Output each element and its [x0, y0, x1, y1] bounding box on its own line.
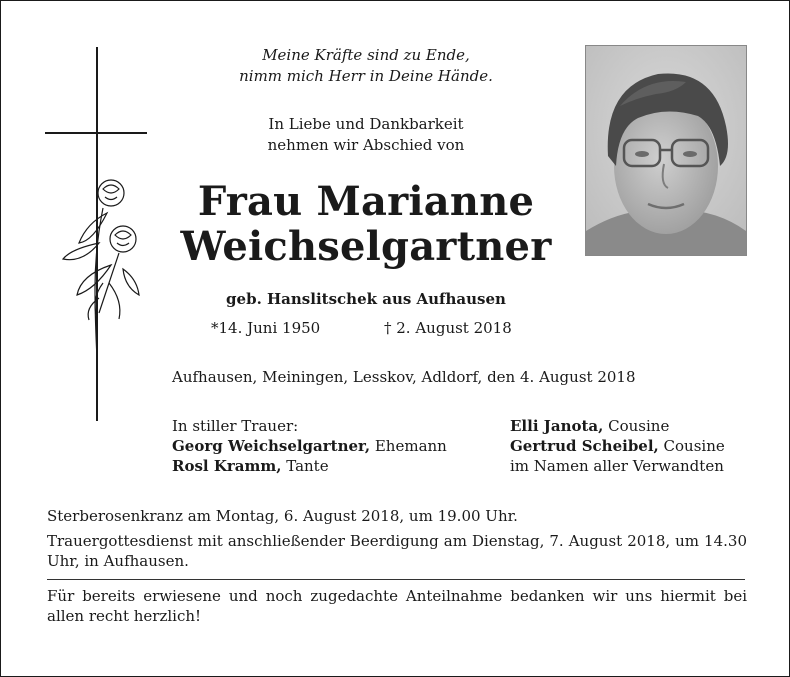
mourner-relation: Cousine — [658, 437, 725, 455]
intro-line-2: nehmen wir Abschied von — [267, 136, 465, 154]
mourner-name: Rosl Kramm, — [172, 457, 282, 475]
life-dates — [151, 317, 581, 339]
mourner-entry — [510, 456, 760, 476]
mourner-entry — [172, 416, 502, 436]
funeral-details — [47, 506, 747, 576]
intro-text — [201, 114, 531, 156]
deceased-name — [151, 179, 581, 269]
deceased-name-line-2: Weichselgartner — [180, 223, 552, 270]
motto-line-2: nimm mich Herr in Deine Hände. — [239, 67, 493, 85]
birth-name: geb. Hanslitschek aus Aufhausen — [226, 290, 506, 308]
mourner-relation: Cousine — [603, 417, 670, 435]
cross-with-roses-icon — [41, 43, 151, 423]
mourner-entry — [510, 436, 760, 456]
mourner-name: Gertrud Scheibel, — [510, 437, 659, 455]
intro-line-1: In Liebe und Dankbarkeit — [268, 115, 464, 133]
mourner-entry — [510, 416, 760, 436]
portrait-photo — [585, 45, 747, 256]
mourner-entry — [172, 456, 502, 476]
mourner-entry — [172, 436, 502, 456]
mourner-relation: Tante — [281, 457, 329, 475]
portrait-image — [586, 46, 746, 255]
rosary-info: Sterberosenkranz am Montag, 6. August 2018, um 19.00 Uhr. — [47, 507, 518, 525]
mourner-relation: In stiller Trauer: — [172, 417, 299, 435]
mourner-name: Georg Weichselgartner, — [172, 437, 371, 455]
mourners-left-column — [172, 416, 502, 476]
mourners-right-column — [510, 416, 760, 476]
birth-date: *14. Juni 1950 — [211, 319, 321, 337]
service-info: Trauergottesdienst mit anschließender Beerdigung am Dienstag, 7. August 2018, um 14.30 Uhr, in Aufhausen. — [47, 532, 747, 570]
divider-line — [47, 579, 745, 580]
death-date: † 2. August 2018 — [384, 319, 512, 337]
deceased-name-line-1: Frau Marianne — [197, 178, 535, 225]
motto-verse — [201, 45, 531, 87]
mourner-name: Elli Janota, — [510, 417, 604, 435]
place-and-date: Aufhausen, Meiningen, Lesskov, Adldorf, den 4. August 2018 — [172, 368, 636, 386]
mourner-relation: Ehemann — [370, 437, 447, 455]
mourner-relation: im Namen aller Verwandten — [510, 457, 724, 475]
motto-line-1: Meine Kräfte sind zu Ende, — [262, 46, 470, 64]
thanks-text: Für bereits erwiesene und noch zugedachte Anteilnahme bedanken wir uns hiermit bei allen recht herzlich! — [47, 587, 747, 625]
